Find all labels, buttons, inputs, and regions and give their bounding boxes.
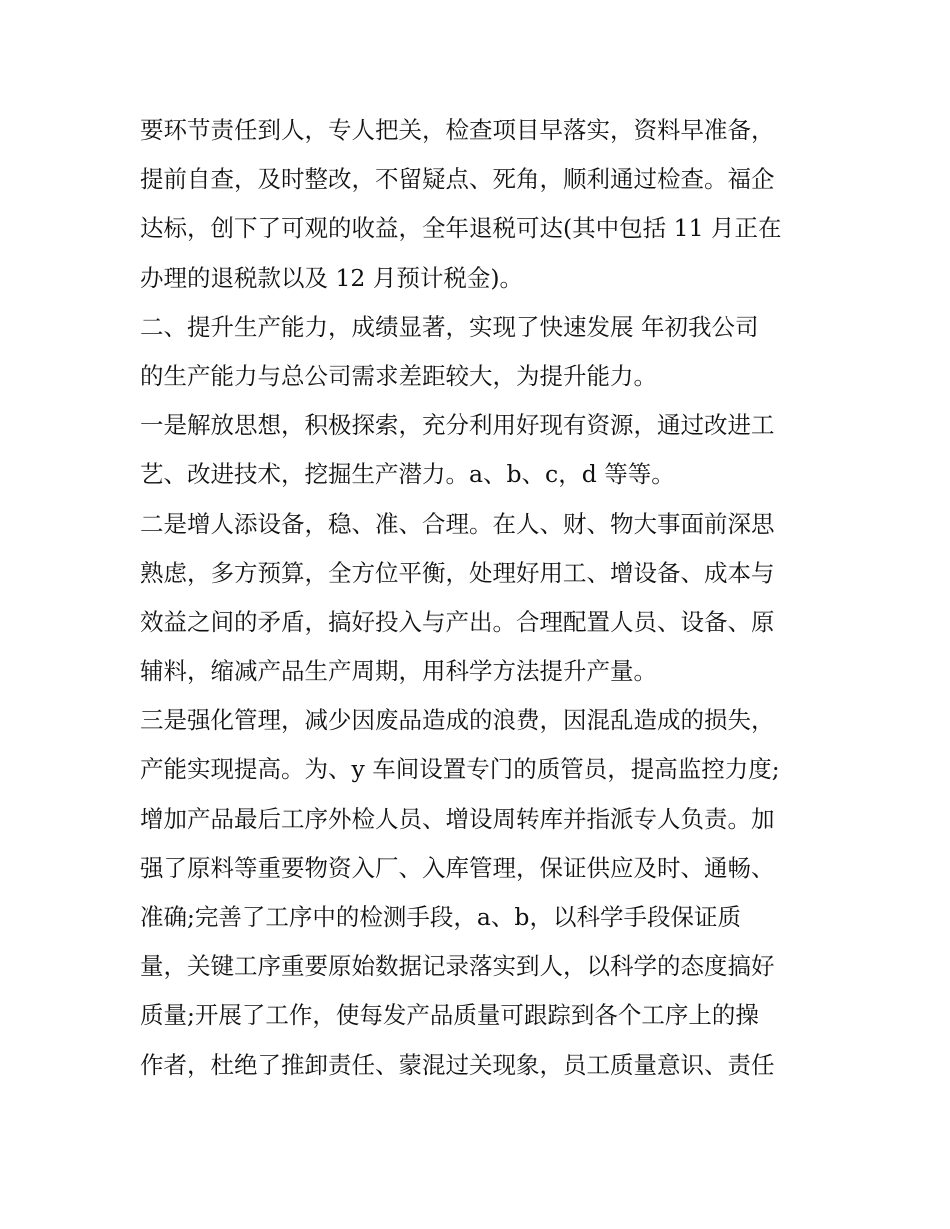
section-heading-line: 二、提升生产能力，成绩显著，实现了快速发展 年初我公司 [140, 312, 759, 341]
text-line: 增加产品最后工序外检人员、增设周转库并指派专人负责。加 [140, 804, 775, 833]
text-line: 三是强化管理，减少因废品造成的浪费，因混乱造成的损失， [140, 706, 775, 735]
text-line: 量，关键工序重要原始数据记录落实到人，以科学的态度搞好 [140, 952, 775, 981]
text-line: 熟虑，多方预算，全方位平衡，处理好用工、增设备、成本与 [140, 558, 775, 587]
text-line: 达标，创下了可观的收益，全年退税可达(其中包括 11 月正在 [140, 214, 782, 243]
text-line: 的生产能力与总公司需求差距较大，为提升能力。 [140, 361, 657, 390]
text-line: 作者，杜绝了推卸责任、蒙混过关现象，员工质量意识、责任 [140, 1050, 775, 1079]
text-line: 强了原料等重要物资入厂、入库管理，保证供应及时、通畅、 [140, 853, 775, 882]
text-line: 艺、改进技术，挖掘生产潜力。a、b、c，d 等等。 [140, 460, 675, 489]
text-line: 产能实现提高。为、y 车间设置专门的质管员，提高监控力度; [140, 755, 780, 784]
text-line: 二是增人添设备，稳、准、合理。在人、财、物大事面前深思 [140, 509, 775, 538]
text-line: 辅料，缩减产品生产周期，用科学方法提升产量。 [140, 657, 657, 686]
text-line: 质量;开展了工作，使每发产品质量可跟踪到各个工序上的操 [140, 1001, 759, 1030]
text-line: 办理的退税款以及 12 月预计税金)。 [140, 263, 524, 292]
body-text [140, 106, 830, 1090]
text-line: 提前自查，及时整改，不留疑点、死角，顺利通过检查。福企 [140, 165, 775, 194]
text-line: 要环节责任到人，专人把关，检查项目早落实，资料早准备， [140, 116, 775, 144]
text-line: 效益之间的矛盾，搞好投入与产出。合理配置人员、设备、原 [140, 607, 775, 636]
text-line: 一是解放思想，积极探索，充分利用好现有资源，通过改进工 [140, 411, 775, 440]
text-line: 准确;完善了工序中的检测手段，a、b，以科学手段保证质 [140, 903, 741, 931]
